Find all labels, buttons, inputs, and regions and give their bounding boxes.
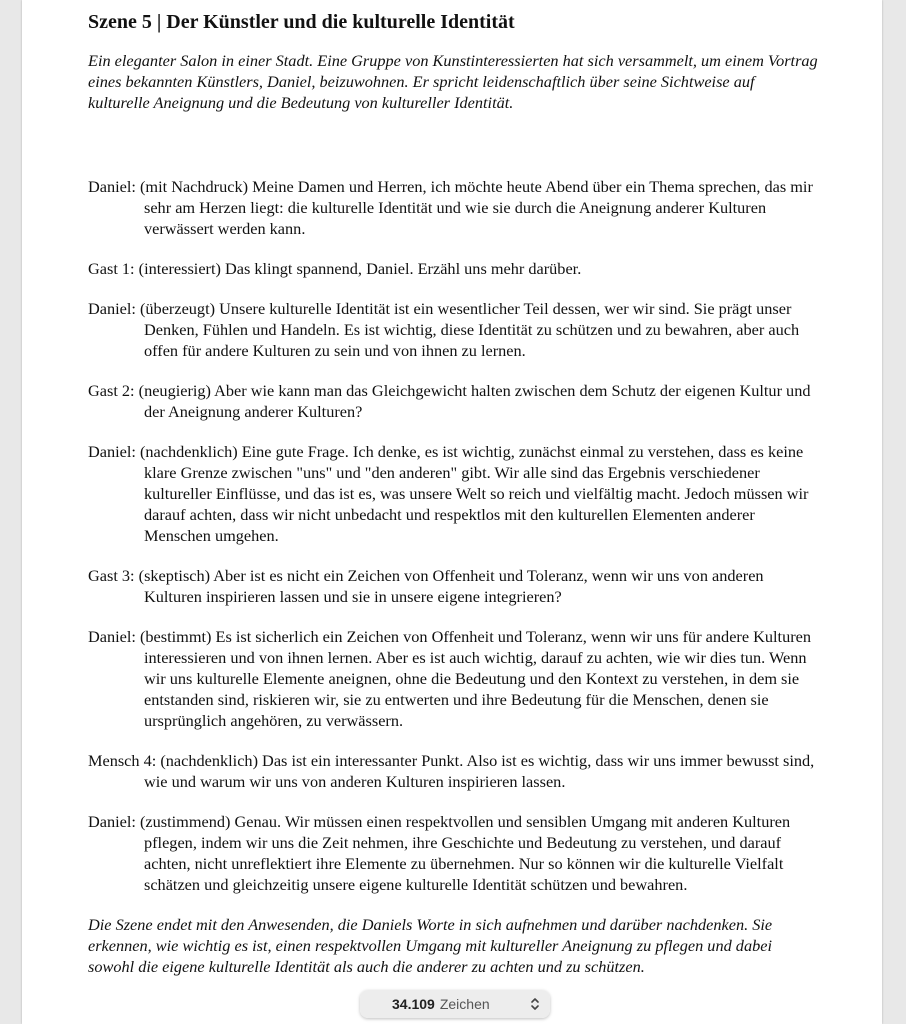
dialogue-line: Daniel: (mit Nachdruck) Meine Damen und Herren, ich möchte heute Abend über ein Thema sprechen, das mir sehr am Herzen liegt: die kulturelle Identität und wie sie durch die Aneignung anderer Kulturen verwässert werden kann. — [88, 177, 813, 238]
chevron-up-down-icon — [530, 997, 540, 1012]
character-count-unit: Zeichen — [439, 996, 490, 1012]
dialogue-line: Daniel: (zustimmend) Genau. Wir müssen einen respektvollen und sensiblen Umgang mit anderen Kulturen pflegen, indem wir uns die Zeit nehmen, ihre Geschichte und Bedeutung zu verstehen, und darauf achten, nicht unreflektiert ihre Elemente zu übernehmen. Nur so können wir die kulturelle Vielfalt schätzen und gleichzeitig unsere eigene kulturelle Identität schützen und bewahren. — [88, 812, 791, 894]
dialogue-line: Daniel: (bestimmt) Es ist sicherlich ein Zeichen von Offenheit und Toleranz, wenn wir uns für andere Kulturen interessieren und von ihnen lernen. Aber es ist auch wichtig, darauf zu achten, wie wir dies tun. Wenn wir uns kulturelle Elemente aneignen, ohne die Bedeutung und den Kontext zu verstehen, in dem sie entstanden sind, riskieren wir, sie zu entwerten und ihre Bedeutung für die Menschen, denen sie ursprünglich angehören, zu verwässern. — [88, 627, 812, 730]
dialogue — [88, 176, 818, 895]
document-page[interactable] — [22, 0, 882, 1024]
dialogue-line: Mensch 4: (nachdenklich) Das ist ein interessanter Punkt. Also ist es wichtig, dass wir uns immer bewusst sind, wie und warum wir uns von anderen Kulturen inspirieren lassen. — [88, 751, 815, 791]
dialogue-line: Gast 2: (neugierig) Aber wie kann man das Gleichgewicht halten zwischen dem Schutz der eigenen Kultur und der Aneignung anderer Kulturen? — [88, 381, 811, 421]
stage-direction-closing: Die Szene endet mit den Anwesenden, die Daniels Worte in sich aufnehmen und darüber nachdenken. Sie erkennen, wie wichtig es ist, einen respektvollen Umgang mit kultureller Aneignung zu pflegen und dabei sowohl die eigene kulturelle Identität als auch die anderer zu achten und zu schützen. — [88, 915, 773, 976]
character-count-popup[interactable] — [360, 990, 550, 1018]
dialogue-line: Daniel: (nachdenklich) Eine gute Frage. Ich denke, es ist wichtig, zunächst einmal zu verstehen, dass es keine klare Grenze zwischen "uns" und "den anderen" gibt. Wir alle sind das Ergebnis verschiedener kultureller Einflüsse, und das ist es, was unsere Welt so reich und vielfältig macht. Jedoch müssen wir darauf achten, dass wir nicht unbedacht und respektlos mit den kulturellen Elementen anderer Menschen umgehen. — [88, 442, 809, 545]
dialogue-line: Gast 1: (interessiert) Das klingt spannend, Daniel. Erzähl uns mehr darüber. — [88, 259, 582, 278]
dialogue-line: Daniel: (überzeugt) Unsere kulturelle Identität ist ein wesentlicher Teil dessen, wer wir sind. Sie prägt unser Denken, Fühlen und Handeln. Es ist wichtig, diese Identität zu schützen und zu bewahren, aber auch offen für andere Kulturen zu sein und von ihnen zu lernen. — [88, 299, 800, 360]
dialogue-line: Gast 3: (skeptisch) Aber ist es nicht ein Zeichen von Offenheit und Toleranz, wenn wir uns von anderen Kulturen inspirieren lassen und sie in unsere eigene integrieren? — [88, 566, 764, 606]
character-count-value: 34.109 — [392, 996, 435, 1012]
stage-direction-intro: Ein eleganter Salon in einer Stadt. Eine Gruppe von Kunstinteressierten hat sich versammelt, um einem Vortrag eines bekannten Künstlers, Daniel, beizuwohnen. Er spricht leidenschaftlich über seine Sichtweise auf kulturelle Aneignung und die Bedeutung von kultureller Identität. — [88, 51, 818, 112]
scene-title: Szene 5 | Der Künstler und die kulturelle Identität — [88, 11, 515, 33]
document-body[interactable] — [88, 10, 818, 977]
